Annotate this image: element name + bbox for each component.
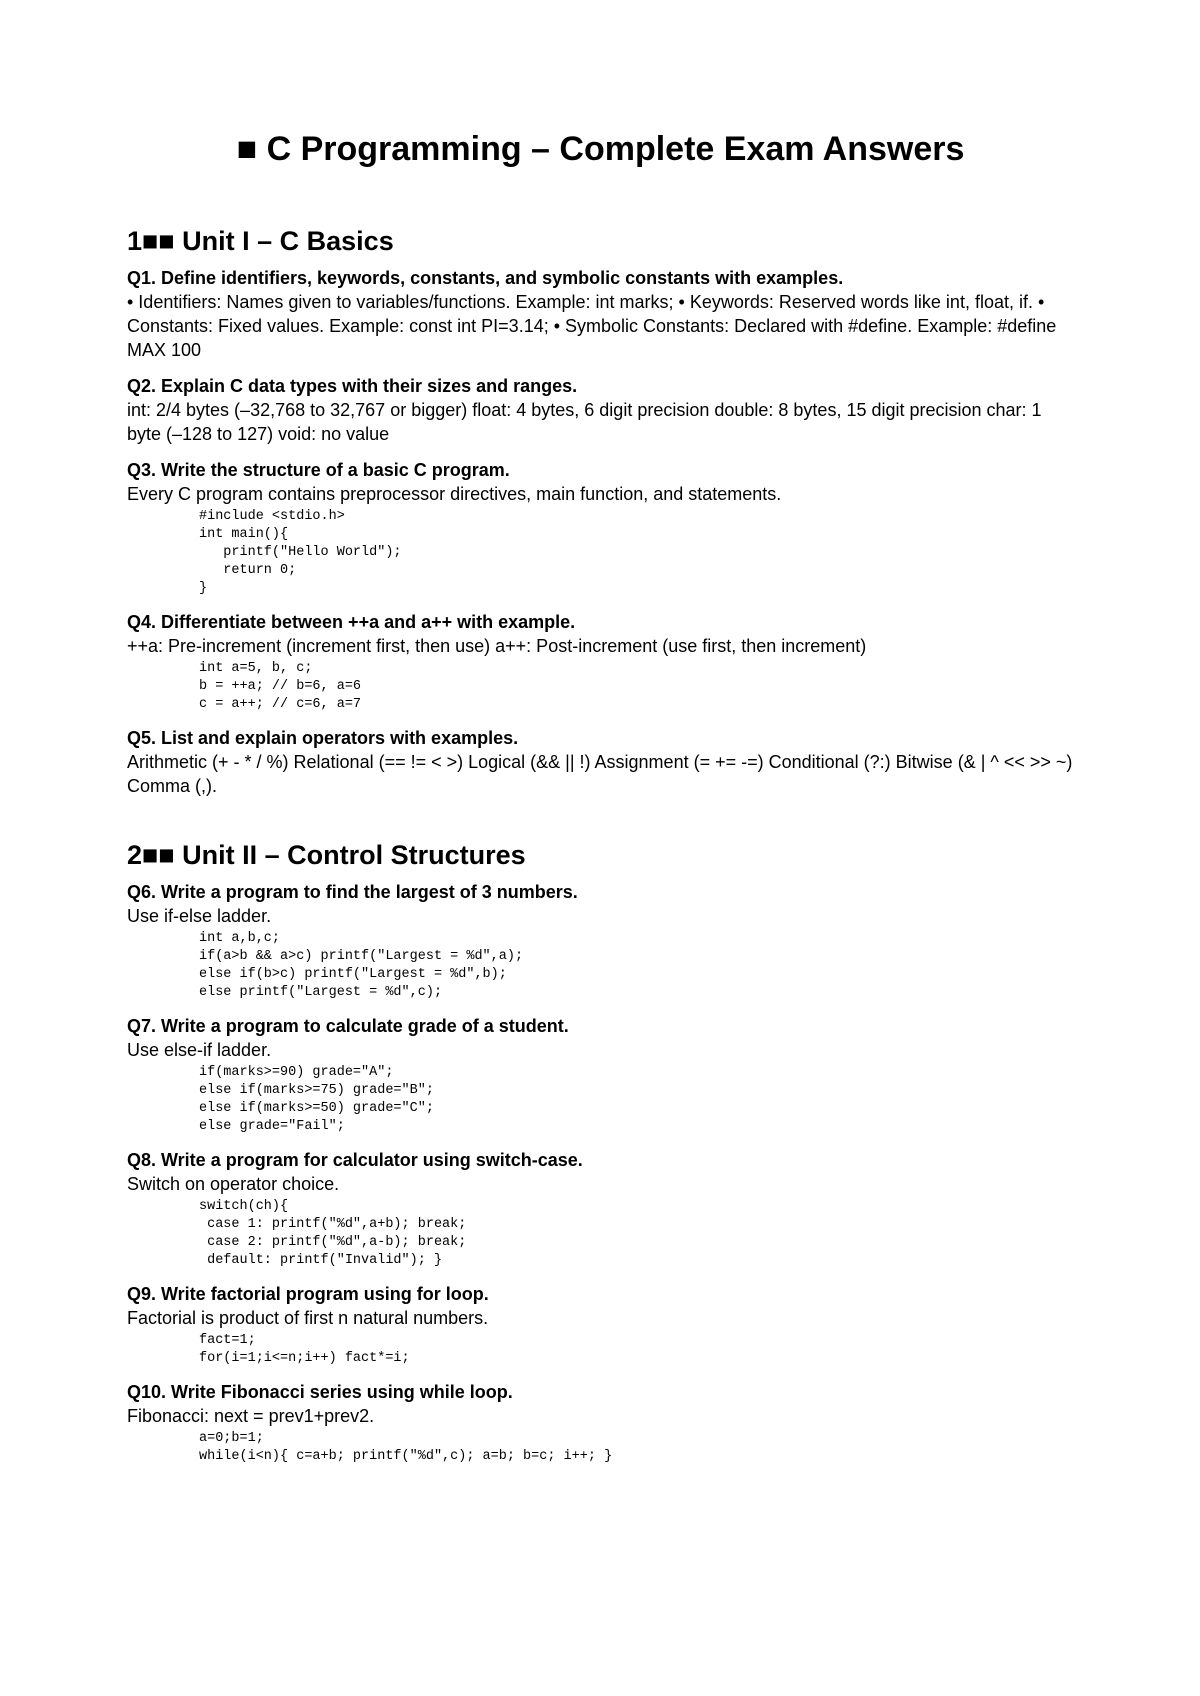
question-answer: int: 2/4 bytes (–32,768 to 32,767 or bigger) float: 4 bytes, 6 digit precision double: 8 bytes, 15 digit precision char: 1 byte (–128 to 127) void: no value <box>127 400 1042 444</box>
question-1 <box>127 266 1074 362</box>
code-snippet: a=0;b=1; while(i<n){ c=a+b; printf("%d",c); a=b; b=c; i++; } <box>199 1431 613 1464</box>
code-snippet: #include <stdio.h> int main(){ printf("Hello World"); return 0; } <box>199 509 402 596</box>
question-8 <box>127 1148 1074 1270</box>
question-9 <box>127 1282 1074 1368</box>
code-snippet: int a=5, b, c; b = ++a; // b=6, a=6 c = a++; // c=6, a=7 <box>199 661 362 712</box>
question-title: Q6. Write a program to find the largest of 3 numbers. <box>127 882 578 902</box>
code-snippet: if(marks>=90) grade="A"; else if(marks>=75) grade="B"; else if(marks>=50) grade="C"; else grade="Fail"; <box>199 1065 434 1134</box>
question-title: Q8. Write a program for calculator using switch-case. <box>127 1150 583 1170</box>
unit-1-section <box>127 224 1074 798</box>
question-title: Q3. Write the structure of a basic C program. <box>127 460 510 480</box>
question-10 <box>127 1380 1074 1466</box>
question-title: Q7. Write a program to calculate grade of a student. <box>127 1016 569 1036</box>
question-answer: Switch on operator choice. <box>127 1174 340 1194</box>
question-4 <box>127 610 1074 714</box>
question-5 <box>127 726 1074 798</box>
question-answer: Use if-else ladder. <box>127 906 272 926</box>
question-title: Q5. List and explain operators with examples. <box>127 728 519 748</box>
code-snippet: fact=1; for(i=1;i<=n;i++) fact*=i; <box>199 1333 410 1366</box>
question-answer: • Identifiers: Names given to variables/functions. Example: int marks; • Keywords: Reserved words like int, float, if. • Constants: Fixed values. Example: const int PI=3.14; • Symbolic Constants: Declared with #define. Example: #define MAX 100 <box>127 292 1057 360</box>
question-title: Q9. Write factorial program using for loop. <box>127 1284 489 1304</box>
unit-2-section <box>127 838 1074 1466</box>
question-answer: Factorial is product of first n natural numbers. <box>127 1308 489 1328</box>
question-title: Q2. Explain C data types with their sizes and ranges. <box>127 376 578 396</box>
question-6 <box>127 880 1074 1002</box>
question-answer: Fibonacci: next = prev1+prev2. <box>127 1406 375 1426</box>
question-3 <box>127 458 1074 598</box>
unit-heading: 1■■ Unit I – C Basics <box>127 226 394 256</box>
code-snippet: int a,b,c; if(a>b && a>c) printf("Largest = %d",a); else if(b>c) printf("Largest = %d",b); else printf("Largest = %d",c); <box>199 931 524 1000</box>
question-title: Q10. Write Fibonacci series using while loop. <box>127 1382 513 1402</box>
code-snippet: switch(ch){ case 1: printf("%d",a+b); break; case 2: printf("%d",a-b); break; default: printf("Invalid"); } <box>199 1199 467 1268</box>
document-title: ■ C Programming – Complete Exam Answers <box>236 130 965 168</box>
unit-heading: 2■■ Unit II – Control Structures <box>127 840 526 870</box>
question-answer: Use else-if ladder. <box>127 1040 272 1060</box>
question-2 <box>127 374 1074 446</box>
question-answer: ++a: Pre-increment (increment first, then use) a++: Post-increment (use first, then increment) <box>127 636 867 656</box>
question-answer: Every C program contains preprocessor directives, main function, and statements. <box>127 484 782 504</box>
question-7 <box>127 1014 1074 1136</box>
question-answer: Arithmetic (+ - * / %) Relational (== != < >) Logical (&& || !) Assignment (= += -=) Conditional (?:) Bitwise (& | ^ << >> ~) Comma (,). <box>127 752 1073 796</box>
question-title: Q1. Define identifiers, keywords, constants, and symbolic constants with examples. <box>127 268 844 288</box>
question-title: Q4. Differentiate between ++a and a++ with example. <box>127 612 576 632</box>
